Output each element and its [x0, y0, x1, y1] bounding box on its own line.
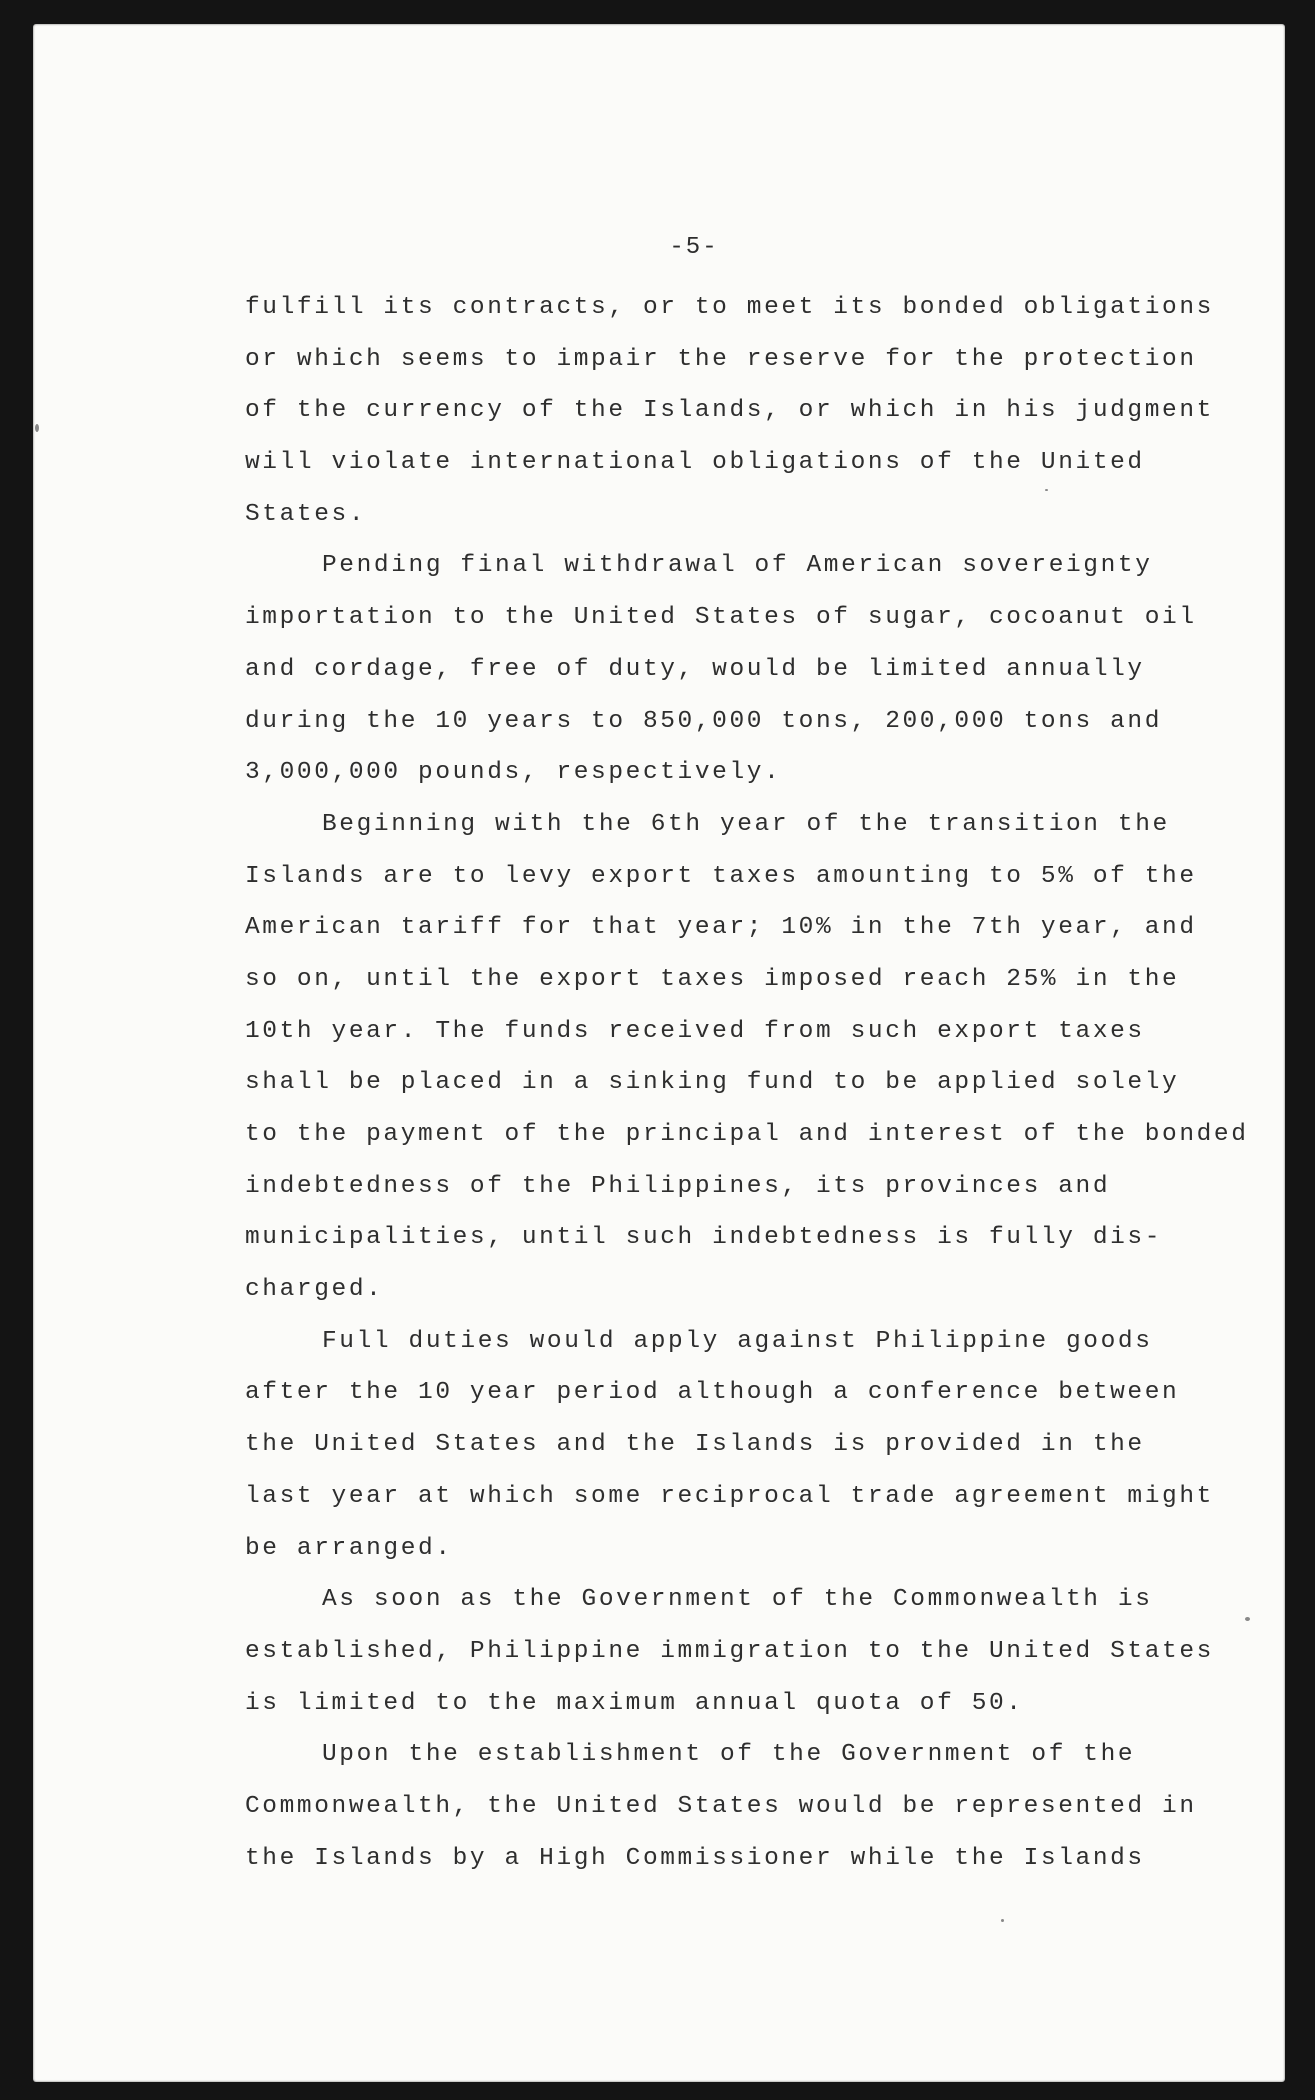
text-line: States.	[245, 500, 367, 528]
paragraph-start-line: As soon as the Government of the Commonwealth is	[322, 1586, 1153, 1614]
text-line: Commonwealth, the United States would be represented in	[245, 1792, 1197, 1820]
text-line: and cordage, free of duty, would be limited annually	[245, 655, 1145, 683]
text-line: to the payment of the principal and interest of the bonded	[245, 1121, 1249, 1148]
document-page	[33, 24, 1285, 2082]
text-line: after the 10 year period although a conference between	[245, 1379, 1180, 1407]
paper-speck	[1001, 1919, 1004, 1922]
paper-speck	[1045, 489, 1048, 491]
text-line: will violate international obligations of the United	[245, 449, 1145, 477]
text-line: 10th year. The funds received from such export taxes	[245, 1017, 1145, 1045]
text-line: American tariff for that year; 10% in the 7th year, and	[245, 914, 1197, 942]
text-line: indebtedness of the Philippines, its provinces and	[245, 1172, 1111, 1200]
text-line: fulfill its contracts, or to meet its bonded obligations	[245, 294, 1214, 321]
paragraph-start-line: Pending final withdrawal of American sovereignty	[322, 552, 1153, 580]
body-text	[245, 282, 1249, 1884]
text-line: of the currency of the Islands, or which in his judgment	[245, 397, 1214, 425]
page-number: -5-	[669, 234, 719, 261]
text-line: shall be placed in a sinking fund to be applied solely	[245, 1069, 1180, 1097]
paper-speck	[1245, 1617, 1250, 1621]
text-line: Islands are to levy export taxes amounting to 5% of the	[245, 862, 1197, 890]
text-line: importation to the United States of sugar, cocoanut oil	[245, 604, 1197, 632]
paper-speck	[35, 424, 39, 432]
text-line: the Islands by a High Commissioner while the Islands	[245, 1844, 1145, 1872]
paragraph-start-line: Beginning with the 6th year of the transition the	[322, 810, 1170, 838]
text-line: last year at which some reciprocal trade agreement might	[245, 1482, 1214, 1510]
text-line: be arranged.	[245, 1534, 453, 1562]
text-line: or which seems to impair the reserve for the protection	[245, 345, 1197, 373]
text-line: 3,000,000 pounds, respectively.	[245, 759, 782, 787]
text-line: is limited to the maximum annual quota of 50.	[245, 1689, 1024, 1717]
paragraph-start-line: Upon the establishment of the Government of the	[322, 1741, 1136, 1769]
text-line: established, Philippine immigration to the United States	[245, 1637, 1214, 1665]
text-line: the United States and the Islands is provided in the	[245, 1431, 1145, 1459]
text-line: municipalities, until such indebtedness is fully dis-	[245, 1224, 1163, 1252]
paragraph-start-line: Full duties would apply against Philippine goods	[322, 1327, 1153, 1355]
text-line: so on, until the export taxes imposed reach 25% in the	[245, 965, 1180, 993]
text-line: charged.	[245, 1276, 384, 1304]
text-line: during the 10 years to 850,000 tons, 200,000 tons and	[245, 707, 1163, 735]
